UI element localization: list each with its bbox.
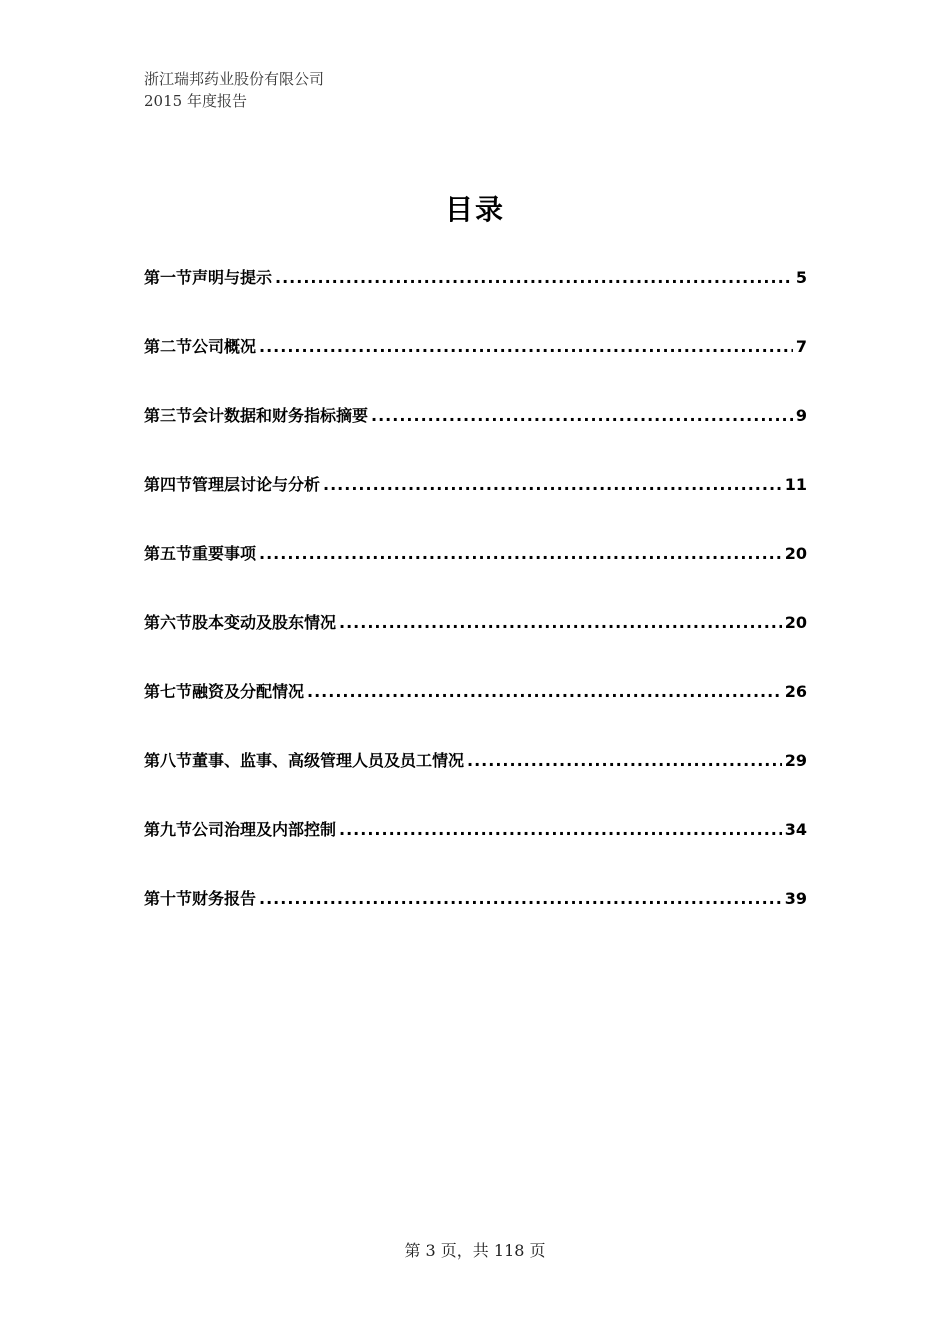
toc-entry-page-number: 34 (784, 820, 807, 839)
toc-dot-leader (259, 333, 793, 361)
toc-entry-page-number: 29 (784, 751, 807, 770)
toc-entry-section-1[interactable] (144, 264, 807, 333)
toc-row[interactable] (144, 540, 807, 568)
toc-entry-section-5[interactable] (144, 540, 807, 609)
toc-entry-label: 第五节重要事项 (144, 544, 257, 563)
toc-dot-leader (339, 609, 782, 637)
toc-entry-label: 第六节股本变动及股东情况 (144, 613, 337, 632)
page-header (144, 68, 324, 112)
toc-entry-page-number: 9 (795, 406, 807, 425)
report-title: 2015 年度报告 (144, 92, 247, 110)
page-indicator: 第 3 页，共 118 页 (404, 1241, 546, 1260)
toc-entry-section-2[interactable] (144, 333, 807, 402)
toc-row[interactable] (144, 816, 807, 844)
toc-title: 目录 (444, 193, 505, 226)
toc-row[interactable] (144, 333, 807, 361)
toc-entry-section-8[interactable] (144, 747, 807, 816)
toc-dot-leader (339, 816, 782, 844)
toc-entry-label: 第二节公司概况 (144, 337, 257, 356)
toc-entry-section-4[interactable] (144, 471, 807, 540)
page-footer (0, 1239, 950, 1263)
toc-entry-label: 第四节管理层讨论与分析 (144, 475, 321, 494)
toc-dot-leader (323, 471, 782, 499)
toc-entry-page-number: 20 (784, 613, 807, 632)
toc-entry-label: 第九节公司治理及内部控制 (144, 820, 337, 839)
toc-row[interactable] (144, 747, 807, 775)
toc-row[interactable] (144, 678, 807, 706)
toc-entry-page-number: 7 (795, 337, 807, 356)
toc-entry-page-number: 26 (784, 682, 807, 701)
toc-entry-page-number: 5 (795, 268, 807, 287)
toc-entry-section-7[interactable] (144, 678, 807, 747)
toc-dot-leader (275, 264, 793, 292)
toc-dot-leader (307, 678, 782, 706)
toc-entry-section-6[interactable] (144, 609, 807, 678)
toc-entry-section-3[interactable] (144, 402, 807, 471)
toc-entry-section-9[interactable] (144, 816, 807, 885)
table-of-contents (144, 264, 807, 954)
toc-row[interactable] (144, 264, 807, 292)
toc-row[interactable] (144, 885, 807, 913)
toc-entry-page-number: 20 (784, 544, 807, 563)
toc-dot-leader (467, 747, 782, 775)
toc-entry-page-number: 39 (784, 889, 807, 908)
toc-entry-label: 第七节融资及分配情况 (144, 682, 305, 701)
toc-dot-leader (371, 402, 793, 430)
toc-entry-page-number: 11 (784, 475, 807, 494)
toc-entry-section-10[interactable] (144, 885, 807, 954)
company-name: 浙江瑞邦药业股份有限公司 (144, 70, 325, 88)
toc-row[interactable] (144, 609, 807, 637)
toc-row[interactable] (144, 471, 807, 499)
toc-dot-leader (259, 540, 782, 568)
toc-entry-label: 第三节会计数据和财务指标摘要 (144, 406, 369, 425)
toc-row[interactable] (144, 402, 807, 430)
toc-dot-leader (259, 885, 782, 913)
toc-entry-label: 第一节声明与提示 (144, 268, 273, 287)
toc-entry-label: 第十节财务报告 (144, 889, 257, 908)
toc-entry-label: 第八节董事、监事、高级管理人员及员工情况 (144, 751, 465, 770)
